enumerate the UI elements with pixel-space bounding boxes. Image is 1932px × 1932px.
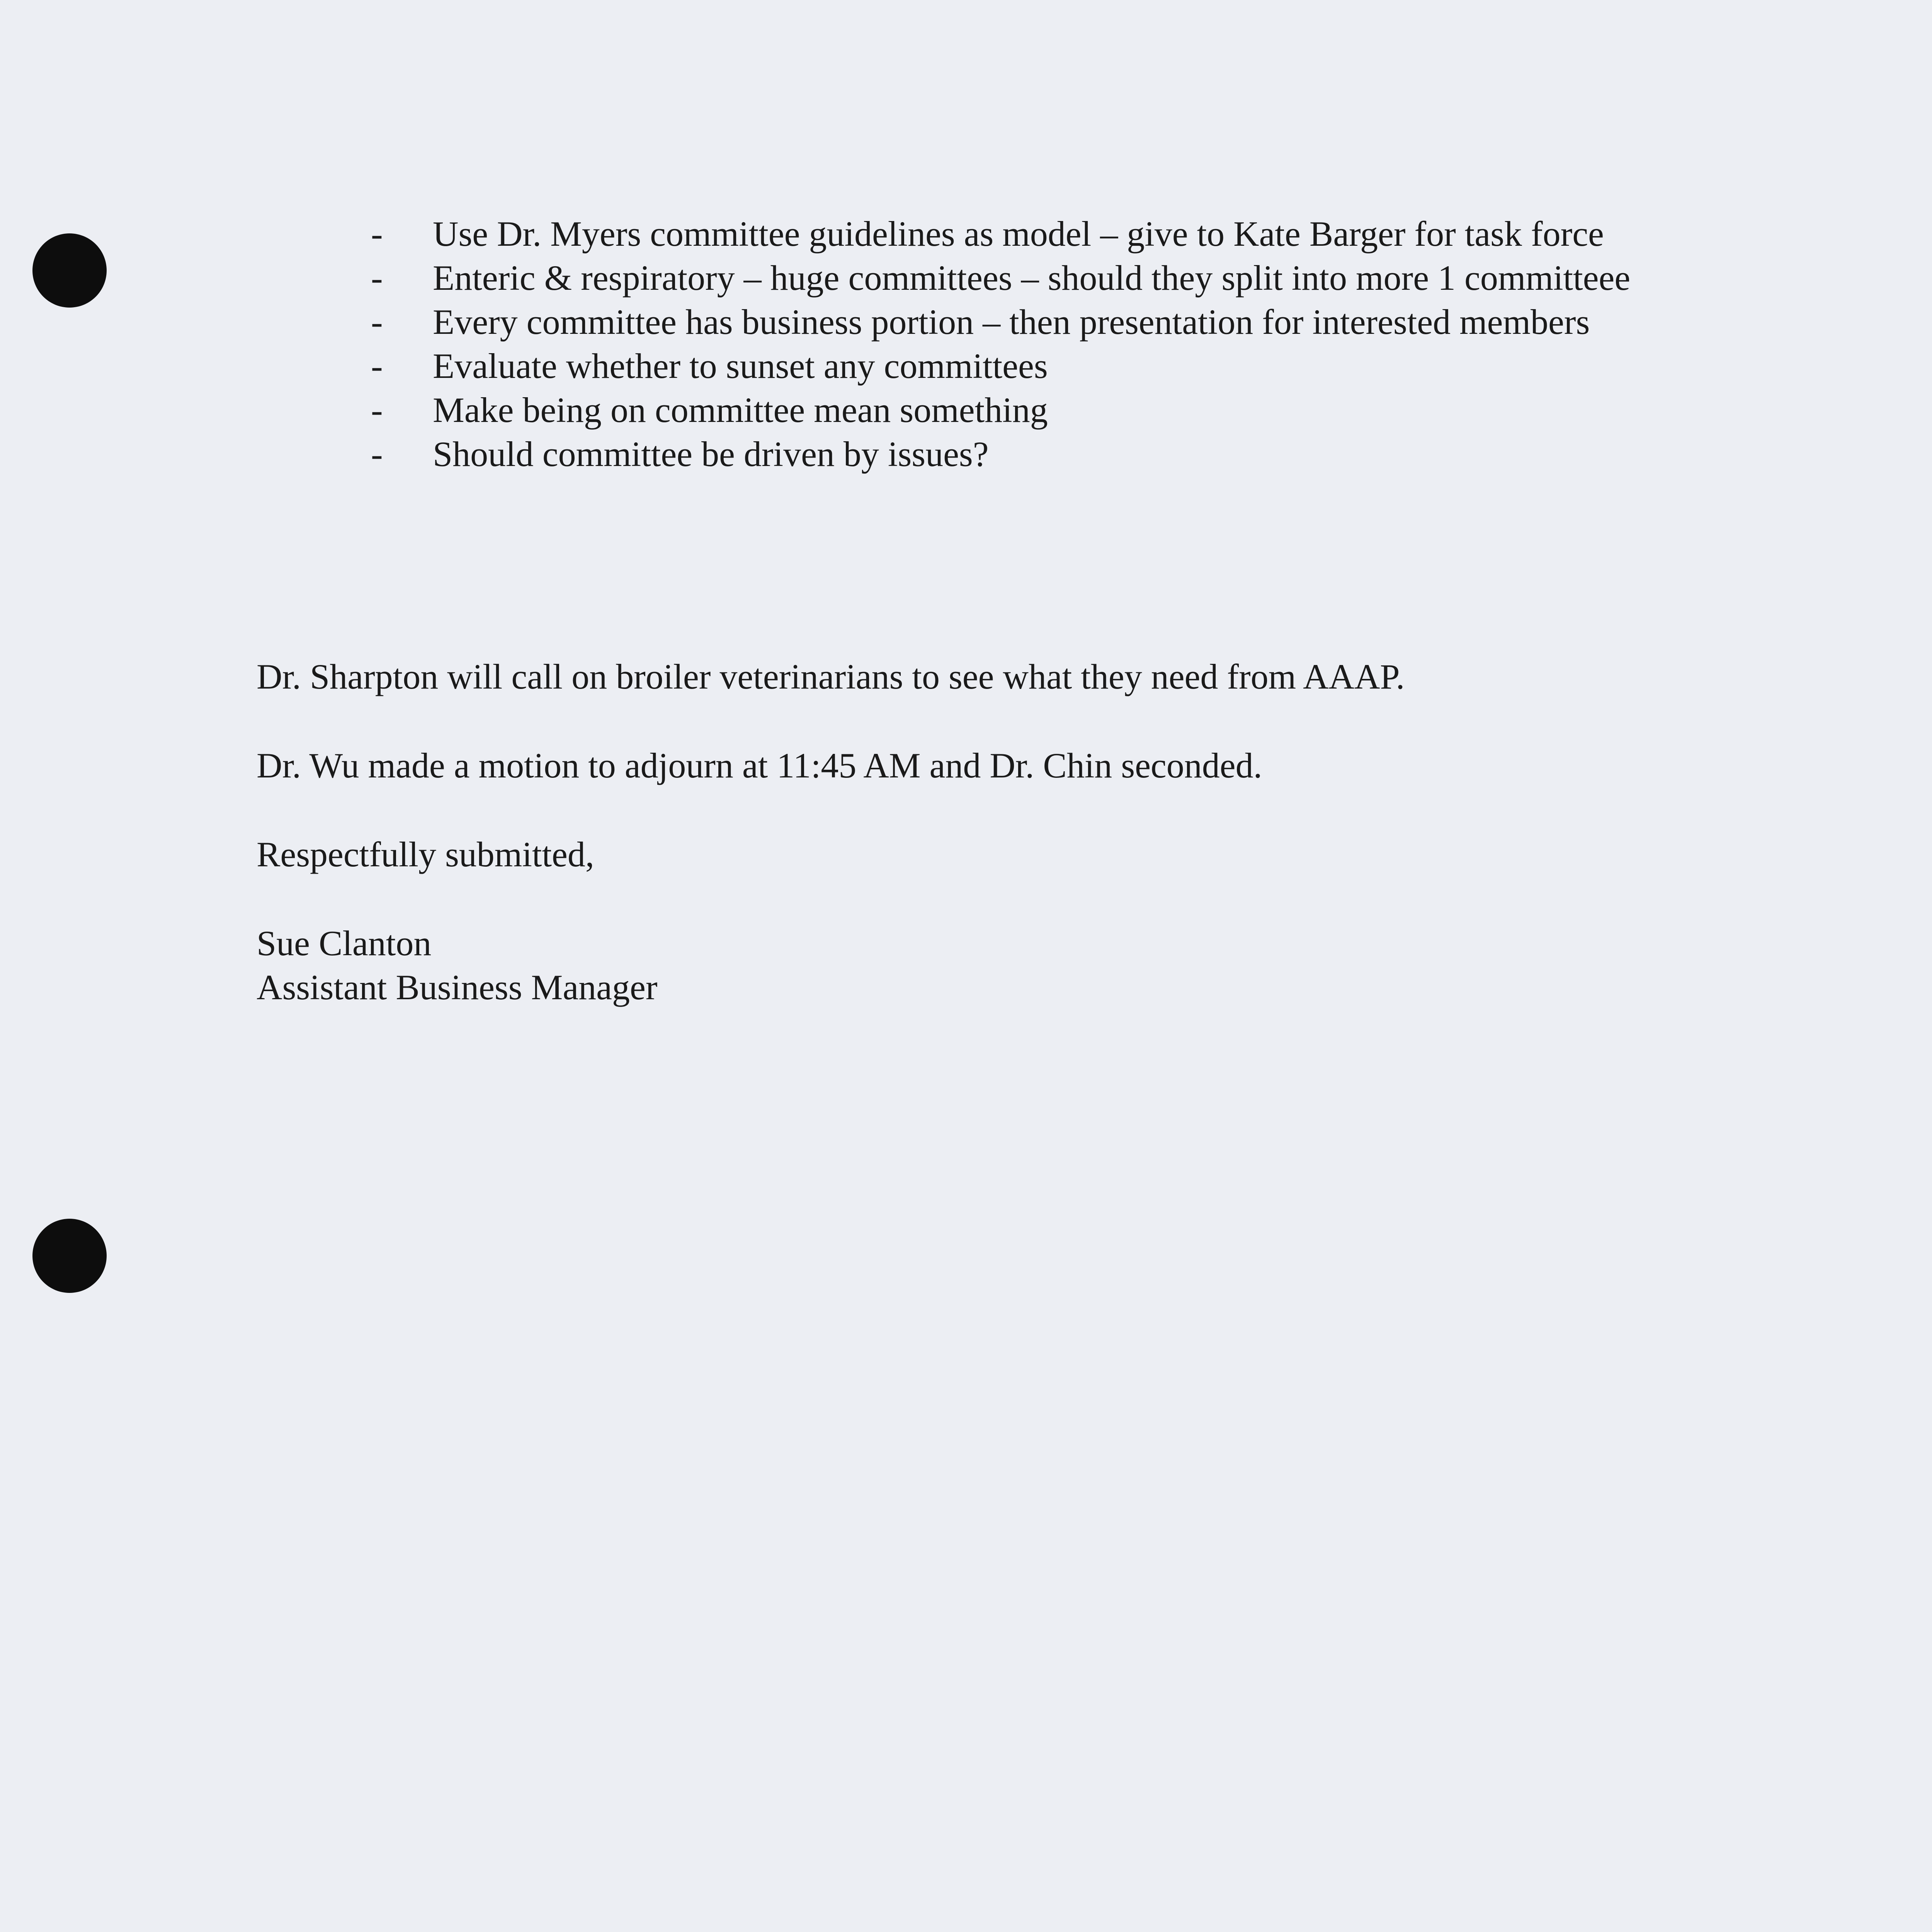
list-item	[371, 344, 1669, 388]
list-item-text: Every committee has business portion – then presentation for interested members	[433, 302, 1590, 342]
list-item	[371, 212, 1669, 256]
list-item-text: Use Dr. Myers committee guidelines as model – give to Kate Barger for task force	[433, 214, 1604, 253]
bullet-dash: -	[371, 390, 383, 430]
binder-hole-top	[32, 233, 107, 308]
signer-name: Sue Clanton	[257, 923, 432, 963]
list-item	[371, 432, 1669, 476]
adjourn-paragraph: Dr. Wu made a motion to adjourn at 11:45 AM and Dr. Chin seconded.	[257, 746, 1262, 785]
list-item	[371, 300, 1669, 344]
signer-title: Assistant Business Manager	[257, 968, 658, 1007]
bullet-dash: -	[371, 214, 383, 253]
list-item	[371, 388, 1669, 432]
list-item-text: Should committee be driven by issues?	[433, 434, 989, 474]
action-items-list	[371, 212, 1669, 476]
bullet-dash: -	[371, 258, 383, 298]
list-item-text: Make being on committee mean something	[433, 390, 1048, 430]
list-item-text: Enteric & respiratory – huge committees – should they split into more 1 committeee	[433, 258, 1631, 298]
bullet-dash: -	[371, 346, 383, 386]
closing-line: Respectfully submitted,	[257, 835, 594, 874]
list-item	[371, 256, 1669, 300]
bullet-dash: -	[371, 302, 383, 342]
binder-hole-middle	[32, 1219, 107, 1293]
sharpton-paragraph: Dr. Sharpton will call on broiler veterinarians to see what they need from AAAP.	[257, 657, 1405, 696]
bullet-dash: -	[371, 434, 383, 474]
list-item-text: Evaluate whether to sunset any committees	[433, 346, 1048, 386]
